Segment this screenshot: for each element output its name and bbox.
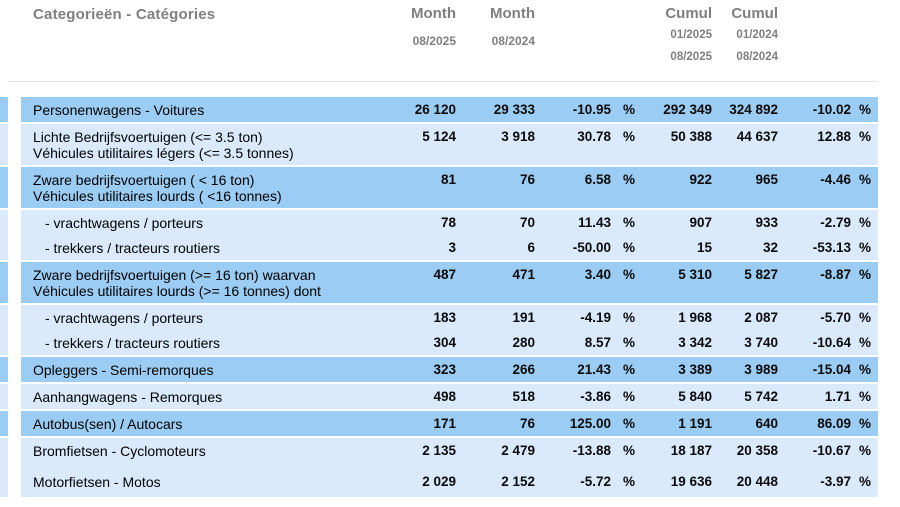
row-main (21, 210, 878, 235)
month-previous-value: 471 (512, 267, 535, 282)
category-label (21, 262, 348, 303)
category-label (21, 438, 348, 463)
category-label (21, 384, 348, 409)
cumul-previous-value: 44 637 (736, 129, 778, 144)
month-previous-value: 191 (512, 310, 535, 325)
month-current-value: 304 (433, 335, 456, 350)
row-left-strip (0, 97, 8, 122)
percent-sign: % (623, 389, 636, 404)
row-main (21, 167, 878, 208)
month-previous-value: 6 (527, 240, 535, 255)
percent-sign: % (859, 129, 872, 144)
category-label (21, 411, 348, 436)
percent-sign: % (623, 172, 636, 187)
column-date: 08/2024 (491, 34, 535, 48)
category-label-line: Zware bedrijfsvoertuigen (>= 16 ton) waarvan (33, 267, 316, 283)
cumul-current-value: 907 (689, 215, 712, 230)
cumul-current-value: 50 388 (670, 129, 712, 144)
percent-sign: % (623, 240, 636, 255)
month-previous-value: 2 479 (501, 443, 535, 458)
table-row (0, 436, 878, 463)
cumul-previous-value: 640 (755, 416, 778, 431)
row-left-strip (0, 124, 8, 165)
month-current-value: 498 (433, 389, 456, 404)
column-header-month-current (348, 0, 456, 48)
category-label-line: - trekkers / tracteurs routiers (45, 240, 221, 256)
table-header (0, 0, 878, 97)
header-left-strip (0, 0, 8, 97)
table-row (0, 260, 878, 303)
row-gutter (8, 330, 21, 355)
month-current-value: 2 029 (422, 474, 456, 489)
month-previous-value: 266 (512, 362, 535, 377)
row-left-strip (0, 235, 8, 260)
row-gutter (8, 463, 21, 497)
month-current-value: 171 (433, 416, 456, 431)
category-label-line: Autobus(sen) / Autocars (33, 416, 183, 432)
table-row (0, 330, 878, 355)
month-change-value: 21.43 (577, 362, 611, 377)
category-label-line: Véhicules utilitaires lourds (>= 16 tonnes) dont (33, 283, 321, 299)
table-row (0, 463, 878, 497)
row-left-strip (0, 411, 8, 436)
month-current-value: 183 (433, 310, 456, 325)
column-header-cumul-previous (712, 0, 778, 63)
percent-sign: % (859, 267, 872, 282)
cumul-previous-value: 965 (755, 172, 778, 187)
category-label-line: - trekkers / tracteurs routiers (45, 335, 221, 351)
month-current-value: 26 120 (414, 102, 456, 117)
category-label-line: Motorfietsen - Motos (33, 474, 161, 490)
percent-sign: % (623, 443, 636, 458)
category-label-line: Véhicules utilitaires lourds ( <16 tonnes) (33, 188, 282, 204)
percent-sign: % (623, 129, 636, 144)
column-date: 01/2024 (736, 29, 778, 41)
category-label (21, 463, 348, 494)
month-change-value: 3.40 (584, 267, 611, 282)
month-change-value: -4.19 (580, 310, 611, 325)
cumul-previous-value: 20 448 (736, 474, 778, 489)
row-main (21, 262, 878, 303)
row-left-strip (0, 357, 8, 382)
month-previous-value: 518 (512, 389, 535, 404)
percent-sign: % (859, 389, 872, 404)
month-previous-value: 280 (512, 335, 535, 350)
row-left-strip (0, 384, 8, 409)
row-main (21, 463, 878, 497)
column-date: 08/2025 (670, 51, 712, 63)
table-row (0, 382, 878, 409)
row-gutter (8, 305, 21, 330)
category-label (21, 210, 348, 235)
table-row (0, 165, 878, 208)
cumul-change-value: -5.70 (820, 310, 851, 325)
month-previous-value: 76 (519, 416, 535, 431)
table-row (0, 303, 878, 330)
column-date: 08/2024 (736, 51, 778, 63)
percent-sign: % (623, 310, 636, 325)
cumul-change-value: -4.46 (820, 172, 851, 187)
row-left-strip (0, 305, 8, 330)
table-row (0, 122, 878, 165)
cumul-current-value: 1 191 (678, 416, 712, 431)
category-label-line: - vrachtwagens / porteurs (45, 215, 203, 231)
percent-sign: % (623, 102, 636, 117)
cumul-current-value: 5 840 (678, 389, 712, 404)
percent-sign: % (859, 474, 872, 489)
row-gutter (8, 357, 21, 382)
column-header-cumul-current (648, 0, 712, 63)
row-left-strip (0, 463, 8, 497)
category-label (21, 235, 348, 260)
cumul-previous-value: 5 742 (744, 389, 778, 404)
cumul-current-value: 15 (696, 240, 712, 255)
column-title: Cumul (731, 5, 778, 22)
row-main (21, 411, 878, 436)
row-left-strip (0, 210, 8, 235)
month-current-value: 2 135 (422, 443, 456, 458)
month-previous-value: 70 (519, 215, 535, 230)
month-current-value: 323 (433, 362, 456, 377)
row-gutter (8, 262, 21, 303)
cumul-previous-value: 3 989 (744, 362, 778, 377)
row-left-strip (0, 167, 8, 208)
month-change-value: -5.72 (580, 474, 611, 489)
row-gutter (8, 210, 21, 235)
row-left-strip (0, 330, 8, 355)
month-current-value: 487 (433, 267, 456, 282)
column-date: 01/2025 (670, 29, 712, 41)
row-gutter (8, 384, 21, 409)
row-gutter (8, 124, 21, 165)
cumul-change-value: -15.04 (812, 362, 851, 377)
category-label (21, 330, 348, 355)
row-gutter (8, 438, 21, 463)
percent-sign: % (623, 416, 636, 431)
month-current-value: 3 (448, 240, 456, 255)
row-gutter (8, 235, 21, 260)
table-row (0, 235, 878, 260)
percent-sign: % (859, 102, 872, 117)
category-label-line: Opleggers - Semi-remorques (33, 362, 214, 378)
cumul-change-value: -10.02 (812, 102, 851, 117)
percent-sign: % (623, 267, 636, 282)
cumul-current-value: 19 636 (670, 474, 712, 489)
month-change-value: 125.00 (569, 416, 611, 431)
category-label-line: Zware bedrijfsvoertuigen ( < 16 ton) (33, 172, 255, 188)
percent-sign: % (623, 215, 636, 230)
category-label (21, 357, 348, 382)
row-main (21, 357, 878, 382)
category-label-line: Véhicules utilitaires légers (<= 3.5 tonnes) (33, 145, 294, 161)
cumul-change-value: -53.13 (812, 240, 851, 255)
category-label (21, 167, 348, 208)
row-gutter (8, 97, 21, 122)
month-change-value: -50.00 (572, 240, 611, 255)
cumul-change-value: -2.79 (820, 215, 851, 230)
category-label-line: Personenwagens - Voitures (33, 102, 205, 118)
category-label (21, 305, 348, 330)
cumul-current-value: 922 (689, 172, 712, 187)
header-gutter (8, 0, 21, 97)
month-current-value: 81 (440, 172, 456, 187)
category-label-line: Aanhangwagens - Remorques (33, 389, 223, 405)
percent-sign: % (859, 335, 872, 350)
percent-sign: % (859, 215, 872, 230)
row-main (21, 384, 878, 409)
month-change-value: 30.78 (577, 129, 611, 144)
row-main (21, 235, 878, 260)
month-current-value: 78 (440, 215, 456, 230)
month-previous-value: 2 152 (501, 474, 535, 489)
column-title: Month (490, 5, 535, 22)
header-main (21, 0, 878, 97)
cumul-current-value: 5 310 (678, 267, 712, 282)
cumul-change-value: 86.09 (817, 416, 851, 431)
row-main (21, 305, 878, 330)
percent-sign: % (623, 362, 636, 377)
cumul-previous-value: 20 358 (736, 443, 778, 458)
row-left-strip (0, 262, 8, 303)
cumul-previous-value: 324 892 (729, 102, 778, 117)
table-row (0, 409, 878, 436)
row-gutter (8, 167, 21, 208)
cumul-previous-value: 933 (755, 215, 778, 230)
month-current-value: 5 124 (422, 129, 456, 144)
category-label-line: - vrachtwagens / porteurs (45, 310, 203, 326)
cumul-current-value: 1 968 (678, 310, 712, 325)
table-row (0, 97, 878, 122)
month-change-value: 11.43 (577, 215, 611, 230)
percent-sign: % (623, 335, 636, 350)
month-change-value: -13.88 (572, 443, 611, 458)
percent-sign: % (859, 362, 872, 377)
percent-sign: % (859, 240, 872, 255)
percent-sign: % (859, 443, 872, 458)
category-label (21, 97, 348, 122)
table-title: Categorieën - Catégories (33, 6, 216, 23)
cumul-current-value: 3 342 (678, 335, 712, 350)
month-previous-value: 29 333 (493, 102, 535, 117)
cumul-previous-value: 3 740 (744, 335, 778, 350)
cumul-previous-value: 5 827 (744, 267, 778, 282)
cumul-current-value: 3 389 (678, 362, 712, 377)
row-main (21, 124, 878, 165)
category-label (21, 124, 348, 165)
cumul-change-value: -10.64 (812, 335, 851, 350)
cumul-previous-value: 2 087 (744, 310, 778, 325)
cumul-change-value: 12.88 (817, 129, 851, 144)
cumul-current-value: 292 349 (663, 102, 712, 117)
table-row (0, 355, 878, 382)
month-change-value: 8.57 (584, 335, 611, 350)
cumul-change-value: -10.67 (812, 443, 851, 458)
percent-sign: % (859, 416, 872, 431)
row-left-strip (0, 438, 8, 463)
column-header-month-previous (456, 0, 535, 48)
table-body (0, 97, 900, 497)
cumul-change-value: 1.71 (824, 389, 851, 404)
month-change-value: 6.58 (584, 172, 611, 187)
row-main (21, 330, 878, 355)
category-label-line: Lichte Bedrijfsvoertuigen (<= 3.5 ton) (33, 129, 263, 145)
category-label-line: Bromfietsen - Cyclomoteurs (33, 443, 206, 459)
percent-sign: % (859, 172, 872, 187)
month-previous-value: 3 918 (501, 129, 535, 144)
cumul-current-value: 18 187 (670, 443, 712, 458)
table-row (0, 208, 878, 235)
percent-sign: % (623, 474, 636, 489)
month-change-value: -3.86 (580, 389, 611, 404)
row-main (21, 438, 878, 463)
cumul-change-value: -8.87 (820, 267, 851, 282)
row-main (21, 97, 878, 122)
month-previous-value: 76 (519, 172, 535, 187)
row-gutter (8, 411, 21, 436)
column-title: Cumul (665, 5, 712, 22)
column-title: Month (411, 5, 456, 22)
month-change-value: -10.95 (572, 102, 611, 117)
column-date: 08/2025 (412, 34, 456, 48)
percent-sign: % (859, 310, 872, 325)
cumul-previous-value: 32 (762, 240, 778, 255)
cumul-change-value: -3.97 (820, 474, 851, 489)
